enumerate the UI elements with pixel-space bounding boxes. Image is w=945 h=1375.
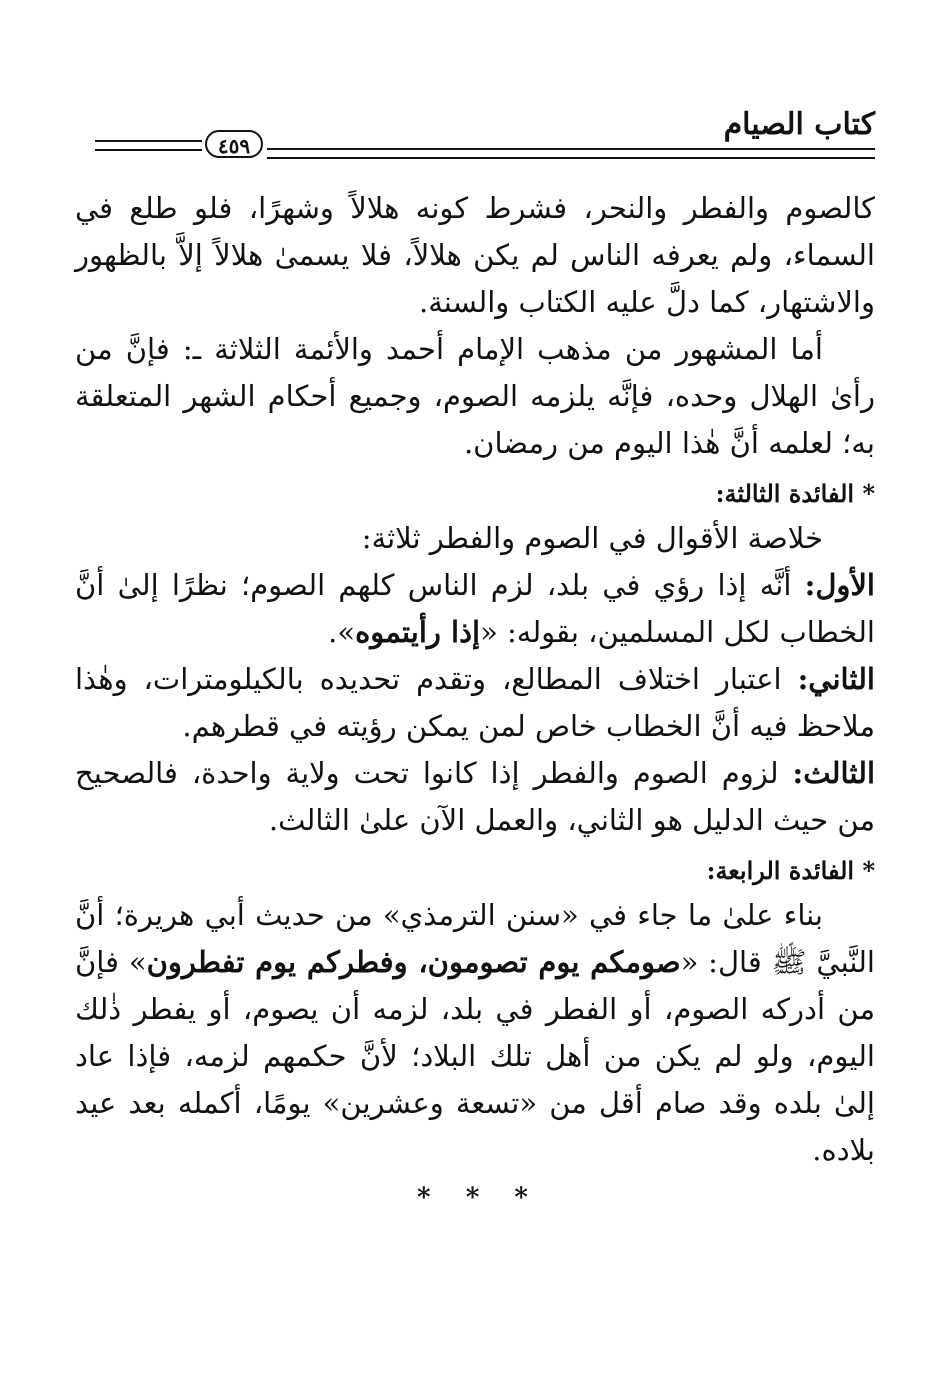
page-number: ٤٥٩: [205, 130, 263, 158]
paragraph-4-start: بناء علىٰ ما جاء في «سنن الترمذي» من حديث أبي هريرة؛ أنَّ النَّبيَّ ﷺ قال: «: [75, 898, 875, 979]
paragraph-4-end: » فإنَّ من أدركه الصوم، أو الفطر في بلد، لزمه أن يصوم، أو يفطر ذٰلك اليوم، ولو لم يكن من أهل تلك البلاد؛ لأنَّ حكمهم لزمه، فإذا عاد إلىٰ بلده وقد صام أقل من «تسعة وعشرين» يومًا، أكمله بعد عيد بلاده.: [75, 945, 875, 1167]
opinion-first-text: أنَّه إذا رؤي في بلد، لزم الناس كلهم الصوم؛ نظرًا إلىٰ أنَّ الخطاب لكل المسلمين، بقوله: «: [75, 568, 875, 649]
section-end-ornament: * * *: [417, 1183, 528, 1213]
book-title: كتاب الصيام: [723, 107, 875, 142]
opinion-third: [75, 750, 875, 844]
paragraph-1: كالصوم والفطر والنحر، فشرط كونه هلالاً وشهرًا، فلو طلع في السماء، ولم يعرفه الناس لم يكن هلالاً، فلا يسمىٰ هلالاً إلاَّ بالظهور والاشتهار، كما دلَّ عليه الكتاب والسنة.: [75, 191, 875, 319]
opinion-first-end: ».: [328, 615, 356, 649]
opinion-second-label: الثاني:: [797, 662, 875, 696]
page-header: [95, 108, 875, 158]
opinion-third-text: لزوم الصوم والفطر إذا كانوا تحت ولاية واحدة، فالصحيح من حيث الدليل هو الثاني، والعمل الآن علىٰ الثالث.: [75, 756, 875, 837]
section-heading-third-benefit: * الفائدة الثالثة:: [715, 479, 875, 508]
opinion-second-text: اعتبار اختلاف المطالع، وتقدم تحديده بالكيلومترات، وهٰذا ملاحظ فيه أنَّ الخطاب خاص لمن يمكن رؤيته في قطرهم.: [75, 662, 875, 743]
header-rule-right: [267, 148, 875, 159]
opinion-first: [75, 562, 875, 656]
paragraph-4: [75, 892, 875, 1174]
opinion-first-label: الأول:: [804, 568, 875, 602]
opinion-third-label: الثالث:: [792, 756, 875, 790]
page-body: [75, 185, 875, 1174]
hadith-quote-fourth: صومكم يوم تصومون، وفطركم يوم تفطرون: [146, 945, 681, 979]
section-heading-fourth-benefit: * الفائدة الرابعة:: [706, 856, 875, 885]
header-rule-left: [95, 140, 202, 151]
opinion-second: [75, 656, 875, 750]
hadith-quote-first: إذا رأيتموه: [355, 615, 481, 649]
paragraph-2: أما المشهور من مذهب الإمام أحمد والأئمة الثلاثة ـ: فإنَّ من رأىٰ الهلال وحده، فإنَّه يلزمه الصوم، وجميع أحكام الشهر المتعلقة به؛ لعلمه أنَّ هٰذا اليوم من رمضان.: [75, 332, 875, 460]
paragraph-summary: خلاصة الأقوال في الصوم والفطر ثلاثة:: [361, 521, 823, 555]
